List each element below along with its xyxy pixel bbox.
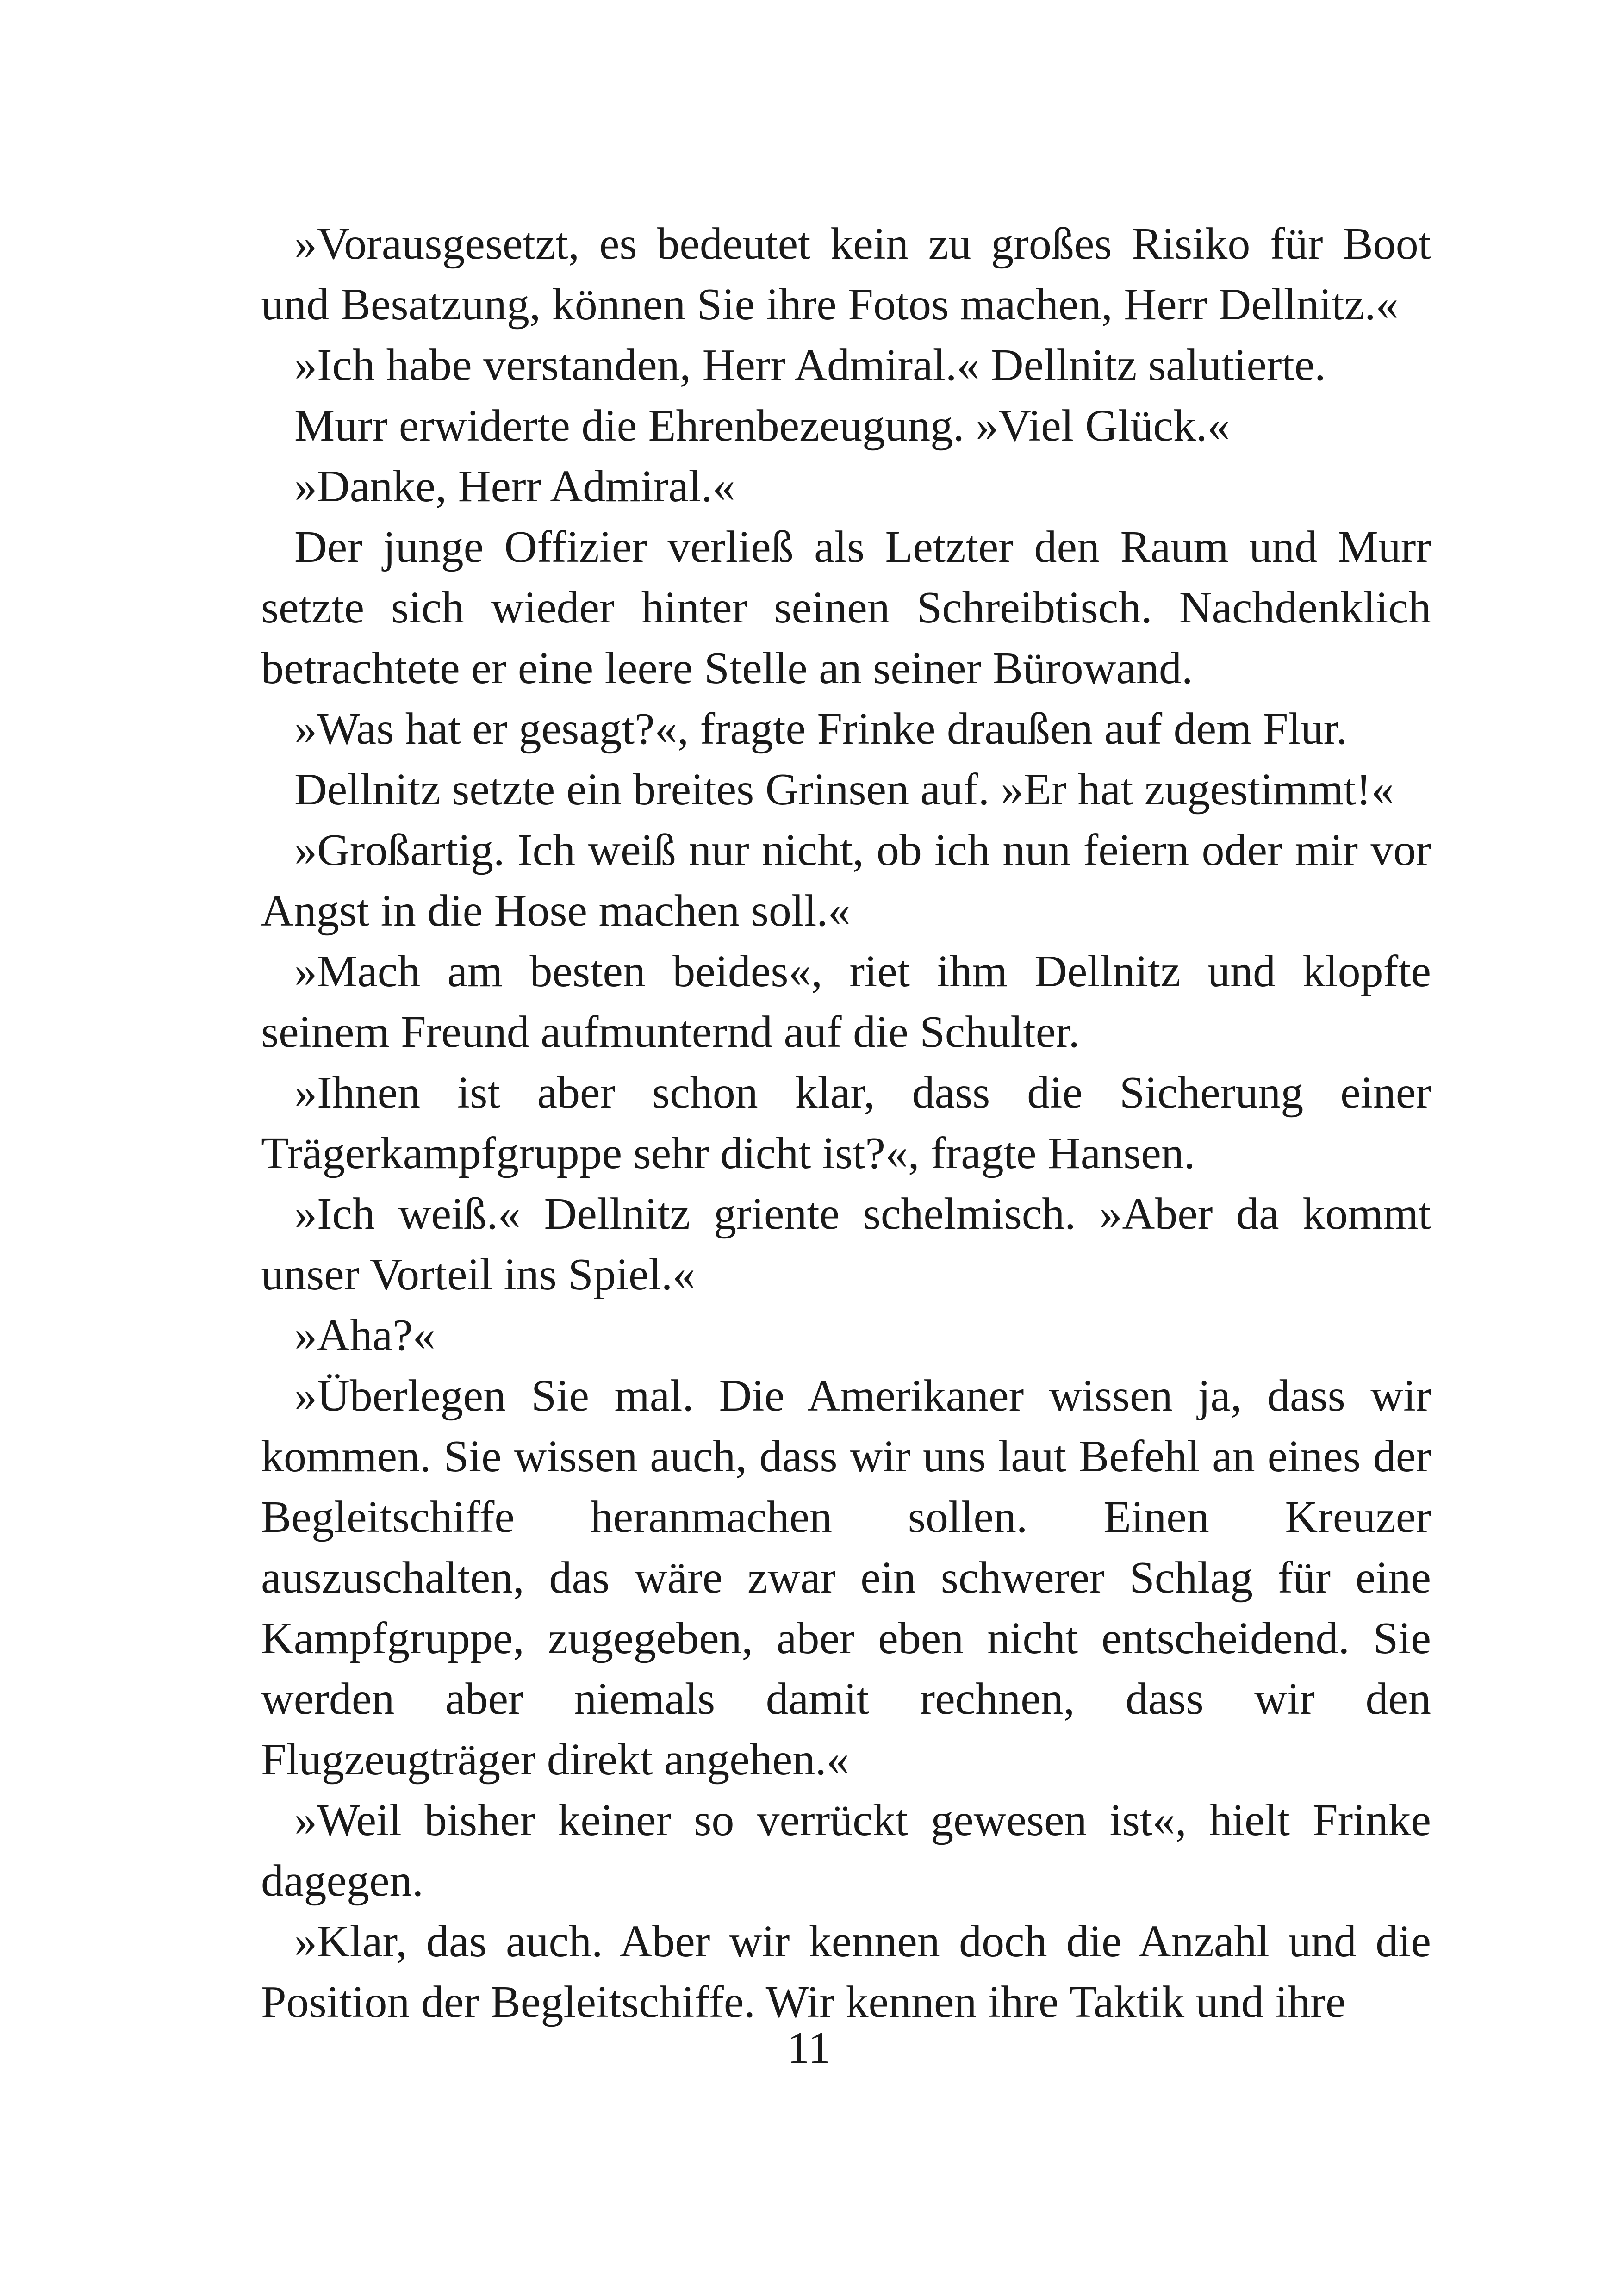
paragraph: »Was hat er gesagt?«, fragte Frinke draußen auf dem Flur.	[294, 704, 1348, 754]
paragraph: »Überlegen Sie mal. Die Amerikaner wissen ja, dass wir kommen. Sie wissen auch, dass wir uns laut Befehl an eines der Begleitschiffe heranmachen sollen. Einen Kreuzer auszuschalten, das wäre zwar ein schwerer Schlag für eine Kampfgruppe, zugegeben, aber eben nicht entscheidend. Sie werden aber niemals damit rechnen, dass wir den Flugzeugträger direkt angehen.«	[261, 1371, 1431, 1785]
paragraph: »Weil bisher keiner so verrückt gewesen ist«, hielt Frinke dagegen.	[261, 1795, 1431, 1906]
paragraph: »Aha?«	[294, 1310, 436, 1360]
paragraph: »Vorausgesetzt, es bedeutet kein zu großes Risiko für Boot und Besatzung, können Sie ihre Fotos machen, Herr Dellnitz.«	[261, 219, 1431, 330]
paragraph: »Ihnen ist aber schon klar, dass die Sicherung einer Trägerkampfgruppe sehr dicht ist?«, fragte Hansen.	[261, 1068, 1431, 1178]
paragraph: »Klar, das auch. Aber wir kennen doch die Anzahl und die Position der Begleitschiffe. Wir kennen ihre Taktik und ihre	[261, 1916, 1431, 2027]
paragraph: »Ich habe verstanden, Herr Admiral.« Dellnitz salutierte.	[294, 340, 1326, 390]
paragraph: »Danke, Herr Admiral.«	[294, 461, 735, 511]
paragraph: »Ich weiß.« Dellnitz griente schelmisch. »Aber da kommt unser Vorteil ins Spiel.«	[261, 1189, 1431, 1300]
paragraph: Dellnitz setzte ein breites Grinsen auf. »Er hat zugestimmt!«	[294, 765, 1394, 815]
body-text	[261, 214, 1431, 2033]
paragraph: »Mach am besten beides«, riet ihm Dellnitz und klopfte seinem Freund aufmunternd auf die Schulter.	[261, 946, 1431, 1057]
paragraph: Murr erwiderte die Ehrenbezeugung. »Viel Glück.«	[294, 401, 1230, 451]
paragraph: Der junge Offizier verließ als Letzter den Raum und Murr setzte sich wieder hinter seinen Schreibtisch. Nachdenklich betrachtete er eine leere Stelle an seiner Bürowand.	[261, 522, 1431, 693]
paragraph: »Großartig. Ich weiß nur nicht, ob ich nun feiern oder mir vor Angst in die Hose machen soll.«	[261, 825, 1431, 936]
page-number: 11	[787, 2023, 831, 2073]
